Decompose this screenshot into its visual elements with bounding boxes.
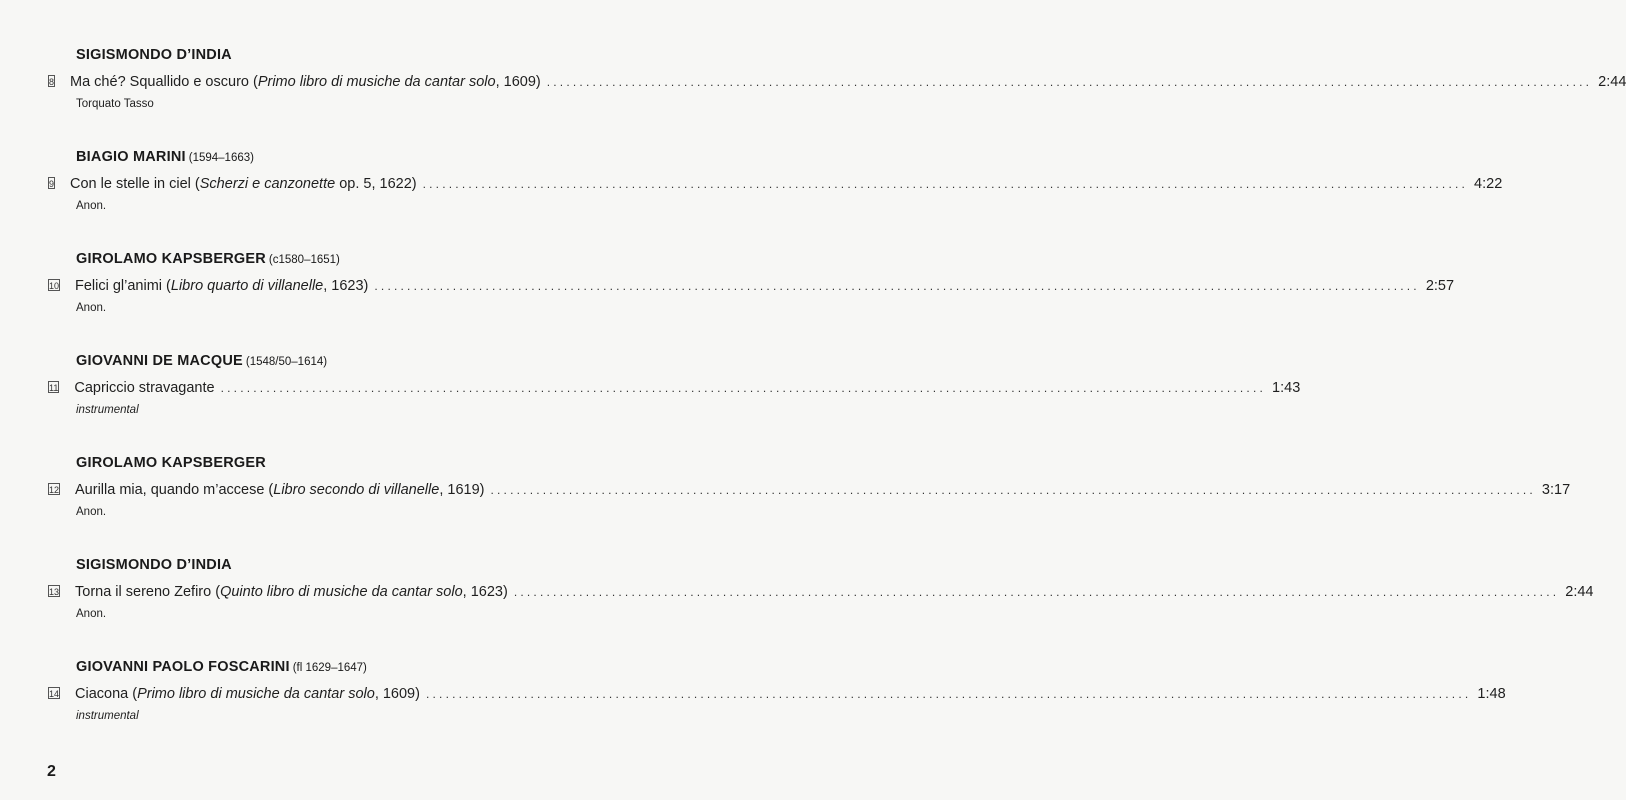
track-line [48,380,1301,400]
track-number-box: 12 [49,485,60,495]
composer-dates: (fl 1629–1647) [292,662,367,674]
track-number-box: 13 [49,587,60,597]
track-line [48,176,1503,196]
composer-name: GIROLAMO KAPSBERGER [76,455,266,471]
dot-leader: ................................................................................................................................................................ [425,687,1472,701]
track-poet: instrumental [76,404,139,416]
track-number-box: 11 [49,383,59,393]
track-line [48,278,1455,298]
dot-leader: ................................................................................................................................................................ [374,279,1420,293]
track-title: Aurilla mia, quando m’accese (Libro secondo di villanelle, 1619) [75,482,485,498]
composer-name: SIGISMONDO D’INDIA [76,47,232,63]
page-number: 2 [47,763,56,780]
track-title: Capriccio stravagante [74,380,215,396]
composer-name: GIROLAMO KAPSBERGER [76,251,266,267]
track-title: Ma ché? Squallido e oscuro (Primo libro di musiche da cantar solo, 1609) [70,74,541,90]
composer-name: SIGISMONDO D’INDIA [76,557,232,573]
track-duration: 1:43 [1272,380,1301,396]
composer-heading [76,557,235,573]
track-line [48,584,1594,604]
composer-name: GIOVANNI PAOLO FOSCARINI [76,659,290,675]
dot-leader: ................................................................................................................................................................ [490,483,1536,497]
composer-dates: (1594–1663) [188,152,254,164]
track-title: Torna il sereno Zefiro (Quinto libro di musiche da cantar solo, 1623) [75,584,508,600]
dot-leader: ................................................................................................................................................................ [422,177,1469,191]
composer-heading [76,47,235,63]
composer-heading [76,149,254,165]
track-duration: 2:44 [1565,584,1594,600]
track-duration: 1:48 [1477,686,1506,702]
dot-leader: ................................................................................................................................................................ [220,381,1267,395]
track-line [48,482,1571,502]
composer-dates: (1548/50–1614) [245,356,328,368]
track-number-box: 14 [49,689,60,699]
composer-dates: (c1580–1651) [268,254,340,266]
composer-name: BIAGIO MARINI [76,149,186,165]
track-poet: Torquato Tasso [76,98,154,110]
dot-leader: ................................................................................................................................................................ [513,585,1560,599]
track-number-box: 10 [49,281,60,291]
track-poet: Anon. [76,302,107,314]
track-number-box: 9 [49,179,55,189]
dot-leader: ................................................................................................................................................................ [546,75,1593,89]
track-poet: Anon. [76,506,107,518]
track-duration: 4:22 [1474,176,1503,192]
track-number-box: 8 [49,77,55,87]
track-duration: 2:57 [1425,278,1455,294]
track-poet: instrumental [76,710,139,722]
track-duration: 2:44 [1598,74,1626,90]
track-poet: Anon. [76,608,107,620]
composer-name: GIOVANNI DE MACQUE [76,353,243,369]
track-title: Felici gl’animi (Libro quarto di villanelle, 1623) [75,278,369,294]
track-line [48,686,1506,706]
track-poet: Anon. [76,200,107,212]
composer-heading [76,353,327,369]
composer-heading [76,251,340,267]
composer-heading [76,659,367,675]
composer-heading [76,455,269,471]
track-duration: 3:17 [1541,482,1571,498]
track-title: Con le stelle in ciel (Scherzi e canzonette op. 5, 1622) [70,176,417,192]
track-title: Ciacona (Primo libro di musiche da cantar solo, 1609) [75,686,420,702]
track-line [48,74,1626,94]
